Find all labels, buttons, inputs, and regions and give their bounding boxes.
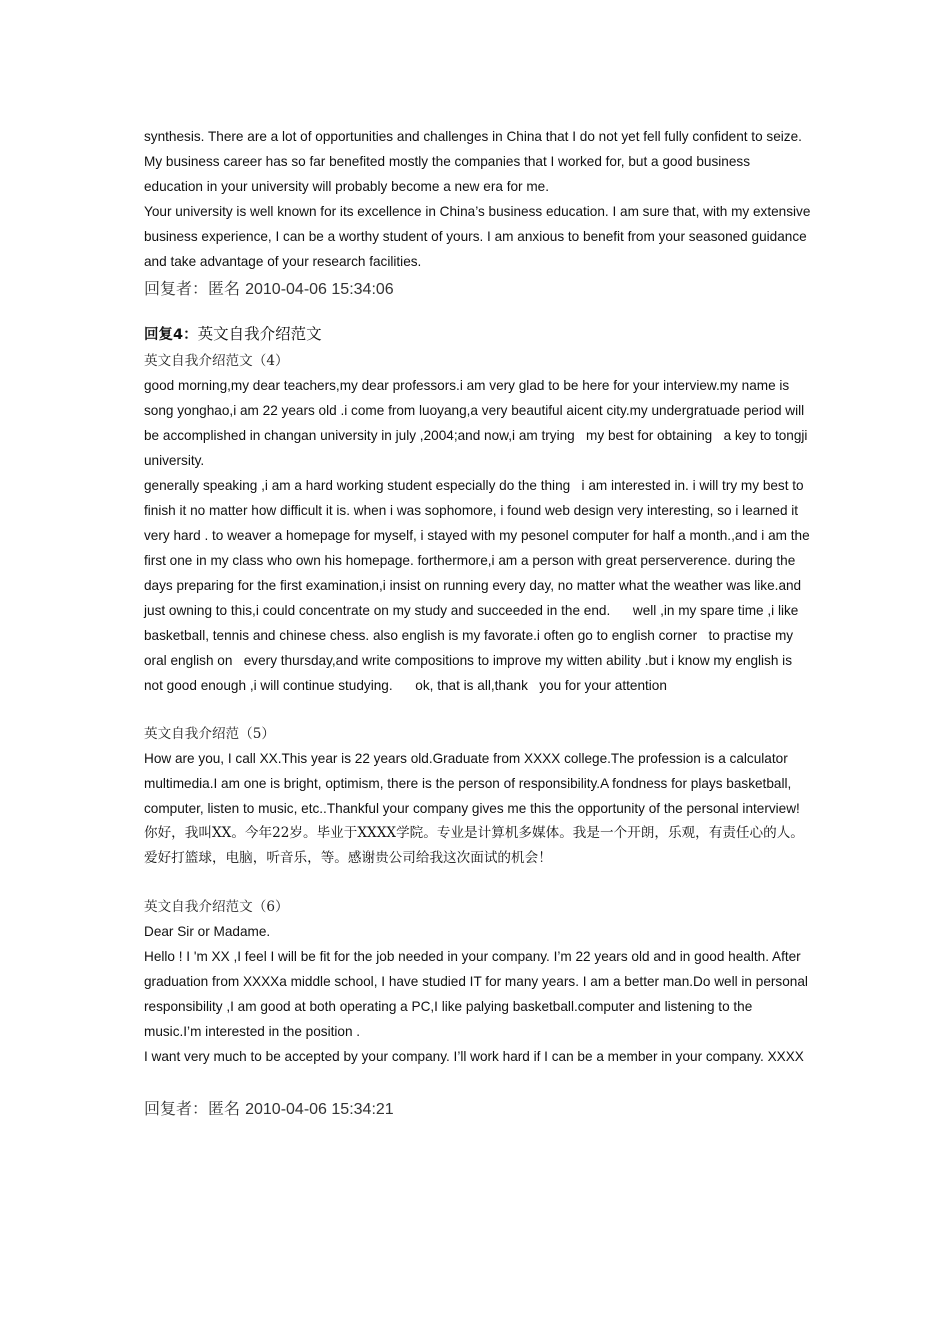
- paragraph: Hello ! I 'm XX ,I feel I will be fit for the job needed in your company. I’m 22 years old and in good health. After graduation from XXXXa middle school, I have studied IT for many years. I am a better man.Do well in personal responsibility ,I am good at both operating a PC,I like palying basketball.computer and listening to the music.I’m interested in the position .: [144, 949, 812, 1039]
- paragraph: Dear Sir or Madame.: [144, 924, 271, 939]
- paragraph: generally speaking ,i am a hard working student especially do the thing i am interested in. i will try my best to finish it no matter how difficult it is. when i was sophomore, i found web design very interesting, so i learned it very hard . to weaver a homepage for myself, i stayed with my pesonel computer for half a month.,and i am the first one in my class who own his homepage. forthermore,i am a person with great perserverence. during the days preparing for the first examination,i insist on running every day, no matter what the weather was like.and just owning to this,i could concentrate on my study and succeeded in the end. well ,in my spare time ,i like basketball, tennis and chinese chess. also english is my favorate.i often go to english corner to practise my oral english on every thursday,and write compositions to improve my witten ability .but i know my english is not good enough ,i will continue studying. ok, that is all,thank you for your attention: [144, 478, 814, 693]
- paragraph: synthesis. There are a lot of opportunities and challenges in China that I do not yet fell fully confident to seize. My business career has so far benefited mostly the companies that I worked for, but a good business education in your university will probably become a new era for me.: [144, 129, 806, 194]
- paragraph: I want very much to be accepted by your company. I’ll work hard if I can be a member in your company. XXXX: [144, 1049, 804, 1064]
- section-subtitle: 英文自我介绍范文（6）: [144, 899, 289, 915]
- replier-label: 回复者：匿名: [144, 279, 241, 298]
- section-subtitle: 英文自我介绍范文（4）: [144, 353, 289, 369]
- reply-heading: [144, 319, 812, 350]
- replier-label: 回复者：匿名: [144, 1099, 241, 1118]
- replier-line: [144, 1094, 812, 1125]
- section-subtitle: 英文自我介绍范（5）: [144, 726, 275, 742]
- replier-line: [144, 274, 812, 305]
- paragraph: good morning,my dear teachers,my dear professors.i am very glad to be here for your interview.my name is song yonghao,i am 22 years old .i come from luoyang,a very beautiful aicent city.my undergratuade period will be accomplished in changan university in july ,2004;and now,i am trying my best for obtaining a key to tongji university.: [144, 378, 812, 468]
- paragraph: How are you, I call XX.This year is 22 years old.Graduate from XXXX college.The profession is a calculator multimedia.I am one is bright, optimism, there is the person of responsibility.A fondness for plays basketball, computer, listen to music, etc..Thankful your company gives me this the opportunity of the personal interview!: [144, 751, 800, 816]
- chinese-paragraph: 你好，我叫XX。今年22岁。毕业于XXXX学院。专业是计算机多媒体。我是一个开朗，乐观，有责任心的人。爱好打篮球，电脑，听音乐，等。感谢贵公司给我这次面试的机会！: [144, 825, 804, 866]
- reply-title: 英文自我介绍范文: [197, 325, 322, 343]
- reply-timestamp: 2010-04-06 15:34:06: [245, 281, 394, 298]
- reply-number: 回复4：: [144, 327, 198, 343]
- document-page: [144, 124, 815, 1125]
- paragraph: Your university is well known for its excellence in China’s business education. I am sure that, with my extensive business experience, I can be a worthy student of yours. I am anxious to benefit from your seasoned guidance and take advantage of your research facilities.: [144, 204, 815, 269]
- reply-timestamp: 2010-04-06 15:34:21: [245, 1101, 394, 1118]
